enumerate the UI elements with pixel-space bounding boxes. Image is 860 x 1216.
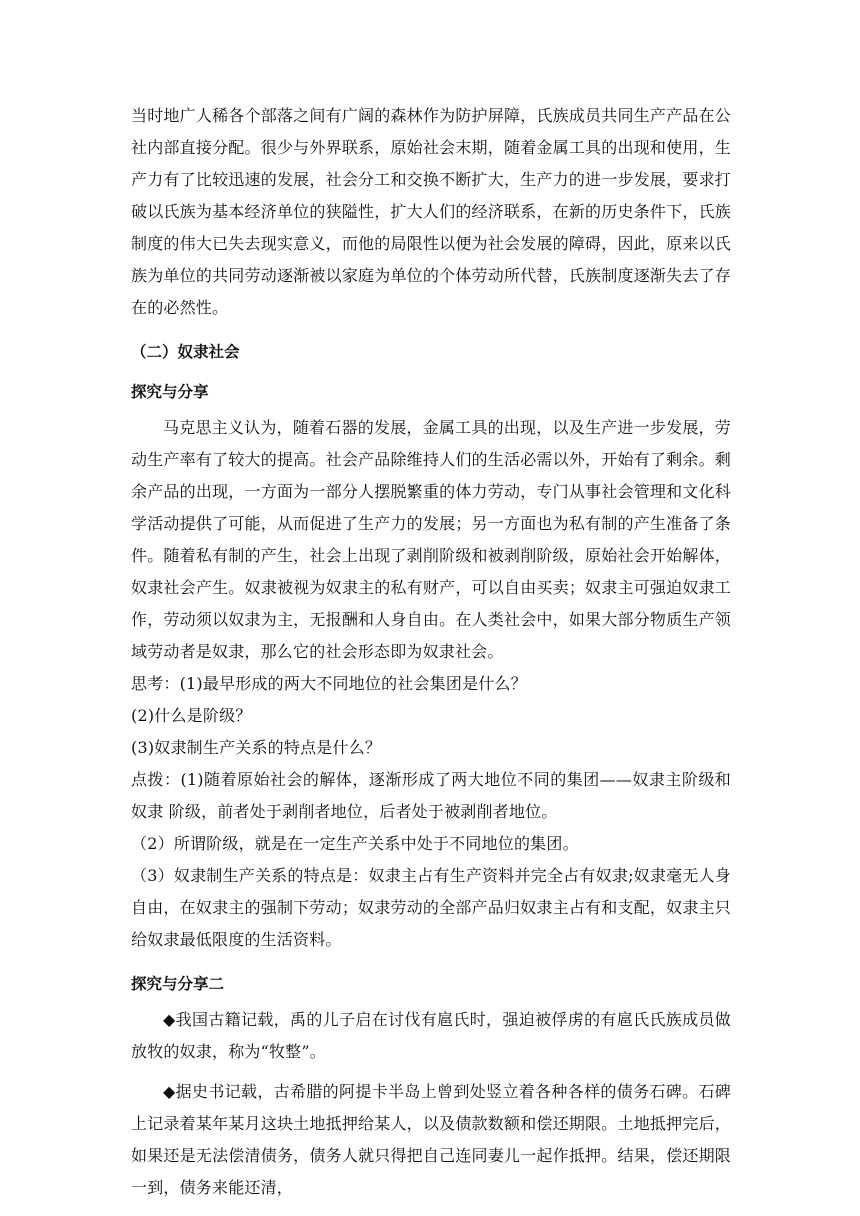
intro-paragraph: 当时地广人稀各个部落之间有广阔的森林作为防护屏障，氏族成员共同生产产品在公社内部直接分配。很少与外界联系，原始社会末期，随着金属工具的出现和使用，生产力有了比较迅速的发展，社会分工和交换不断扩大，生产力的进一步发展，要求打破以氏族为基本经济单位的狭隘性，扩大人们的经济联系，在新的历史条件下，氏族制度的伟大已失去现实意义，而他的局限性以便为社会发展的障碍，因此，原来以氏族为单位的共同劳动逐渐被以家庭为单位的个体劳动所代替，氏族制度逐渐失去了存在的必然性。 (131, 106, 731, 317)
bullet-paragraph-1: ◆我国古籍记载，禹的儿子启在讨伐有扈氏时，强迫被俘虏的有扈氏氏族成员做放牧的奴隶，称为“牧整”。 (131, 1010, 731, 1061)
explore-heading-2: 探究与分享二 (131, 975, 225, 993)
think-question-3: (3)奴隶制生产关系的特点是什么？ (131, 738, 382, 757)
section-heading: （二）奴隶社会 (131, 343, 240, 361)
hint-2: （2）所谓阶级，就是在一定生产关系中处于不同地位的集团。 (131, 834, 579, 853)
explore-heading-1: 探究与分享 (131, 383, 209, 401)
explore-paragraph-1: 马克思主义认为，随着石器的发展，金属工具的出现，以及生产进一步发展，劳动生产率有了较大的提高。社会产品除维持人们的生活必需以外，开始有了剩余。剩余产品的出现，一方面为一部分人摆脱繁重的体力劳动，专门从事社会管理和文化科学活动提供了可能，从而促进了生产力的发展；另一方面也为私有制的产生准备了条件。随着私有制的产生，社会上出现了剥削阶级和被剥削阶级，原始社会开始解体，奴隶社会产生。奴隶被视为奴隶主的私有财产，可以自由买卖；奴隶主可强迫奴隶工作，劳动须以奴隶为主，无报酬和人身自由。在人类社会中，如果大部分物质生产领域劳动者是奴隶，那么它的社会形态即为奴隶社会。 (131, 418, 731, 661)
think-question-2: (2)什么是阶级？ (131, 706, 252, 725)
hint-3: （3）奴隶制生产关系的特点是：奴隶主占有生产资料并完全占有奴隶;奴隶毫无人身自由，在奴隶主的强制下劳动；奴隶劳动的全部产品归奴隶主占有和支配，奴隶主只给奴隶最低限度的生活资料。 (131, 866, 731, 949)
think-question-1: 思考：(1)最早形成的两大不同地位的社会集团是什么？ (131, 674, 527, 693)
hint-1: 点拨：(1)随着原始社会的解体，逐渐形成了两大地位不同的集团——奴隶主阶级和奴隶 阶级，前者处于剥削者地位，后者处于被剥削者地位。 (131, 770, 731, 821)
bullet-paragraph-2: ◆据史书记载，古希腊的阿提卡半岛上曾到处竖立着各种各样的债务石碑。石碑上记录着某年某月这块土地抵押给某人，以及债款数额和偿还期限。土地抵押完后，如果还是无法偿清债务，债务人就只得把自己连同妻儿一起作抵押。结果，偿还期限一到，债务来能还清， (131, 1082, 731, 1197)
document-page (131, 100, 731, 1204)
